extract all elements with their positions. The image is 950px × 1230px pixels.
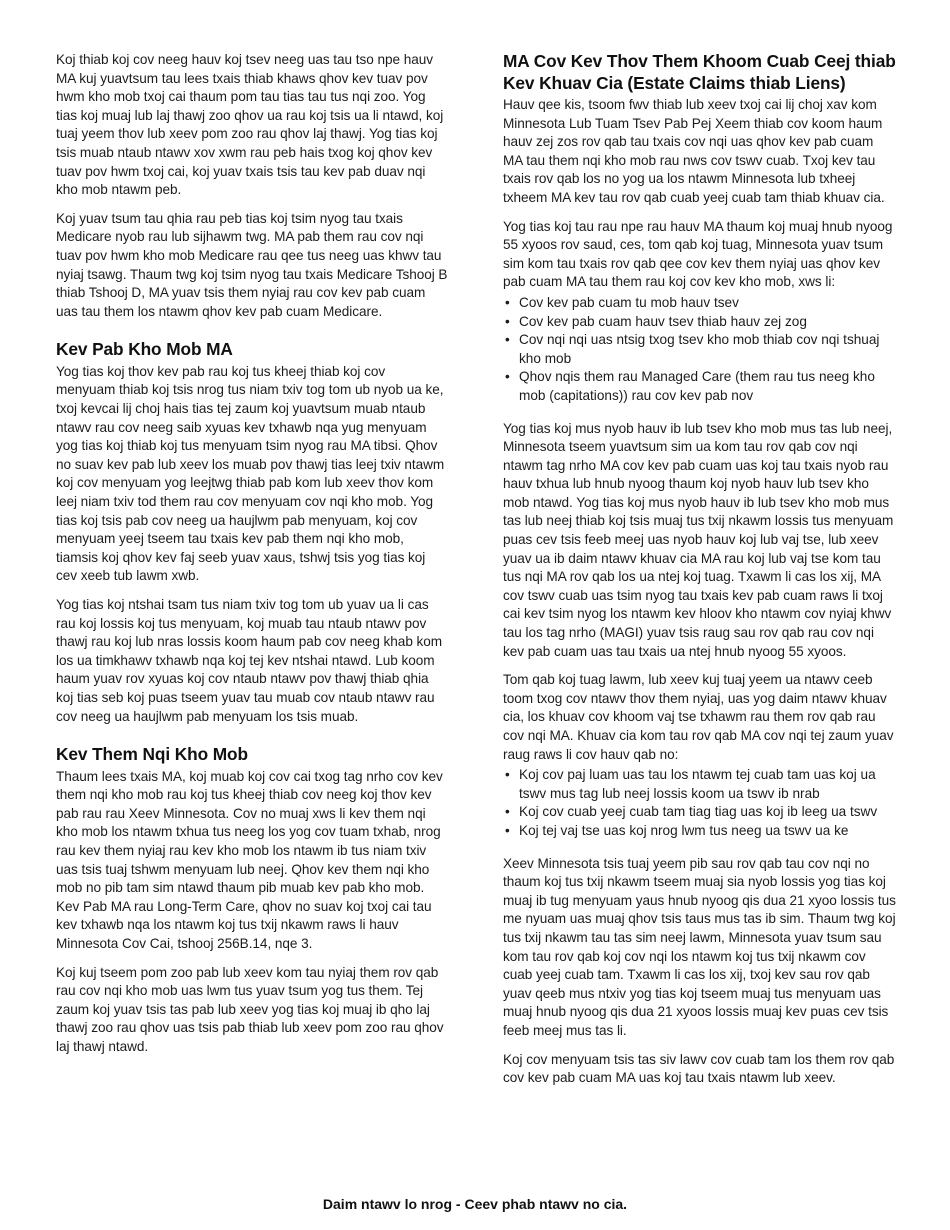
list-item: • Koj tej vaj tse uas koj nrog lwm tus neeg ua tswv ua ke	[517, 822, 896, 841]
bullet-list-liens	[503, 766, 896, 840]
list-item: • Cov kev pab cuam tu mob hauv tsev	[517, 294, 896, 313]
paragraph: Hauv qee kis, tsoom fwv thiab lub xeev txoj cai lij choj xav kom Minnesota Lub Tuam Tsev Pab Pej Xeem thiab cov koom haum hauv zej zos rov qab tau txais cov nqi uas qhov kev pab cuam MA tau them nqi kho mob rau nws cov tswv cuab. Txoj kev tau txais rov qab los no yog ua los ntawm Minnesota lub txheej txheem MA kev tau rov qab cuab yeej cuab tam thiab khuav cia.	[503, 97, 885, 205]
paragraph: Koj thiab koj cov neeg hauv koj tsev neeg uas tau tso npe hauv MA kuj yuavtsum tau lees txais thiab khaws qhov kev tuav pov hwm kho mob txoj cai thaum pom tau tias tau tus nqi zoo. Yog tias koj muaj lub laj thawj zoo qhov ua rau koj tsis ua li ntawd, koj tuaj yeem thov lub xeev pom zoo rau qhov laj thawj. Yog tias koj tsis muab ntaub ntawv xov xwm rau peb hais txog koj qhov kev tuav pov hwm txoj cai, koj yuav txais tsis tau kev pab duav nqi kho mob ntawm peb.	[56, 52, 444, 198]
footer-note: Daim ntawv lo nrog - Ceev phab ntawv no cia.	[322, 1196, 628, 1212]
bullet-list-services	[503, 294, 896, 406]
paragraph: Thaum lees txais MA, koj muab koj cov cai txog tag nrho cov kev them nqi kho mob rau koj tus kheej thiab cov neeg koj thov kev pab rau rau Xeev Minnesota. Cov no muaj xws li kev them nqi kho mob los ntawm txhua tus neeg los yog cov tuam txhab, nrog rau kev them nyiaj rau kev kho mob los ntawm ib tus niam txiv uas tsis tuaj tshwm menyuam lub neej. Qhov kev them nqi kho mob no pib tam sim ntawd thaum pib muab kev pab kho mob. Kev Pab MA rau Long-Term Care, qhov no suav koj txoj cai tau kev txhawb nqa los ntawm koj tus txij nkawm raws li hauv Minnesota Cov Cai, tshooj 256B.14, nqe 3.	[56, 768, 443, 951]
paragraph: Yog tias koj tau rau npe rau hauv MA thaum koj muaj hnub nyoog 55 xyoos rov saud, ces, tom qab koj tuag, Minnesota yuav tsum sim kom tau txais rov qab qee cov kev them nyiaj uas qhov kev pab cuam MA tau them rau koj cov kev kho mob, xws li:	[503, 218, 893, 290]
paragraph: Tom qab koj tuag lawm, lub xeev kuj tuaj yeem ua ntawv ceeb toom txog cov ntawv thov them nyiaj, uas yog daim ntawv khuav cia, los khuav cov khoom vaj tse txhawm rau them rov qab rau cov nqi MA. Khuav cia kom tau rov qab MA cov nqi tej zaum yuav raug raws li cov hauv qab no:	[503, 672, 894, 762]
list-item: • Koj cov cuab yeej cuab tam tiag tiag uas koj ib leeg ua tswv	[517, 803, 896, 822]
list-item: • Qhov nqis them rau Managed Care (them rau tus neeg kho mob (capitations)) rau cov kev pab nov	[517, 368, 896, 405]
paragraph: Koj cov menyuam tsis tas siv lawv cov cuab tam los them rov qab cov kev pab cuam MA uas koj tau txais ntawm lub xeev.	[503, 1051, 895, 1086]
left-column	[56, 51, 448, 1067]
list-item: • Koj cov paj luam uas tau los ntawm tej cuab tam uas koj ua tswv mus tag lub neej lossis koom ua tswv ib nrab	[517, 766, 896, 803]
paragraph: Yog tias koj thov kev pab rau koj tus kheej thiab koj cov menyuam thiab koj tsis nrog tus niam txiv tog tom ub nyob ua ke, txoj kevcai lij choj hais tias tej zaum koj yuavtsum muab ntaub ntawv rau cov neeg saib xyuas kev txhawb nqa yug menyuam yog tias koj thiab koj tus menyuam tsim nyog rau MA tibsi. Qhov no suav kev pab lub xeev los muab pov thawj tias leej txiv ntawm koj cov menyuam yog leejtwg thiab pab kom lub xeev thov kom leej niam txiv tod them rau cov menyuam cov nqi kho mob. Yog tias koj tsis pab cov neeg ua haujlwm pab menyuam, koj cov menyuam yeej tseem tau txais kev pab them nqi kho mob, tiamsis koj qhov kev faj seeb yuav xaus, tshwj tsis yog tias koj cev xeeb tub lawm xwb.	[56, 363, 445, 584]
list-item: • Cov nqi nqi uas ntsig txog tsev kho mob thiab cov nqi tshuaj kho mob	[517, 331, 896, 368]
paragraph: Koj yuav tsum tau qhia rau peb tias koj tsim nyog tau txais Medicare nyob rau lub sijhawm twg. MA pab them rau cov nqi tuav pov hwm kho mob Medicare rau qee tus neeg uas khwv tau nyiaj tsawg. Thaum twg koj tsim nyog tau txais Medicare Tshooj B thiab Tshooj D, MA yuav tsis them nyiaj rau cov kev pab cuam uas tau them los ntawm qhov kev pab cuam Medicare.	[56, 210, 448, 319]
paragraph: Xeev Minnesota tsis tuaj yeem pib sau rov qab tau cov nqi no thaum koj tus txij nkawm tseem muaj sia nyob lossis yog tias koj muaj ib tug menyuam yaus hnub nyoog qis dua 21 xyoo lossis tus me nyuam uas muaj qhov tsis taus mus tas ib sim. Thaum twg koj tus txij nkawm tau tas sim neej lawm, Minnesota yuav tsum sau kom tau rov qab koj cov nqi los ntawm koj tus txij nkawm cov cuab yeej cuab tam. Txawm li cas los xij, txoj kev sau rov qab yuav qeeb mus ntxiv yog tias koj tseem muaj tus menyuam uas muaj hnub nyoog qis dua 21 xyoos lossis muaj kev puas cev tsis feeb meej mus tas li.	[503, 855, 896, 1038]
list-item: • Cov kev pab cuam hauv tsev thiab hauv zej zog	[517, 313, 896, 332]
section-heading-medical-payments: Kev Them Nqi Kho Mob	[56, 744, 248, 765]
section-heading-estate-claims-and-liens: MA Cov Kev Thov Them Khoom Cuab Ceej thiab Kev Khuav Cia (Estate Claims thiab Liens)	[503, 51, 896, 93]
paragraph: Yog tias koj mus nyob hauv ib lub tsev kho mob mus tas lub neej, Minnesota tseem yuavtsum sim ua kom tau rov qab cov nqi ntawm tag nrho MA cov kev pab cuam uas koj tau txais nyob rau hauv txhua lub hnub nyoog thaum koj nyob hauv lub tsev kho mob ntawd. Yog tias koj mus nyob hauv ib lub tsev kho mob mus tas lub neej thiab koj tsis muaj tus txij nkawm lossis tus menyuam puas cev tsis feeb meej uas nyob hauv koj lub vaj tse, lub xeev yuav ua ib daim ntawv khuav cia MA rau koj lub vaj tse kom tau tus nqi MA rov qab los ua ntej koj tuag. Txawm li cas los xij, MA cov tswv cuab uas tsim nyog tau txais kev pab cuam raws li txoj cai kev tsim nyog los ntawm kev hloov kho ntawm cov nyiaj khwv tau los tag nrho (MAGI) yuav tsis raug sau rov qab rau cov nqi kev pab cuam uas tau txais ua ntej hnub nyoog 55 xyoos.	[503, 420, 894, 659]
paragraph: Koj kuj tseem pom zoo pab lub xeev kom tau nyiaj them rov qab rau cov nqi kho mob uas lwm tus yuav tsum yog tus them. Tej zaum koj yuav tsis tas pab lub xeev yog tias koj muaj ib qho laj thawj zoo rau qhov uas tsis pab thiab lub xeev pom zoo rau qhov laj thawj ntawd.	[56, 964, 444, 1054]
section-heading-ma-medical-assistance: Kev Pab Kho Mob MA	[56, 339, 233, 360]
right-column	[503, 51, 896, 1098]
paragraph: Yog tias koj ntshai tsam tus niam txiv tog tom ub yuav ua li cas rau koj lossis koj tus menyuam, koj muab tau ntaub ntawv pov thawj rau koj lub nras lossis koom haum pab cov neeg khab kom los ua timkhawv txhawb nqa koj tej kev ntshai ntawd. Lub koom haum yuav rov xyuas koj cov ntaub ntawv pov thawj thiab qhia koj tias seb koj puas tseem yuav tau muab cov ntaub ntawv rau cov neeg ua haujlwm pab menyuam los tsis muab.	[56, 596, 443, 724]
